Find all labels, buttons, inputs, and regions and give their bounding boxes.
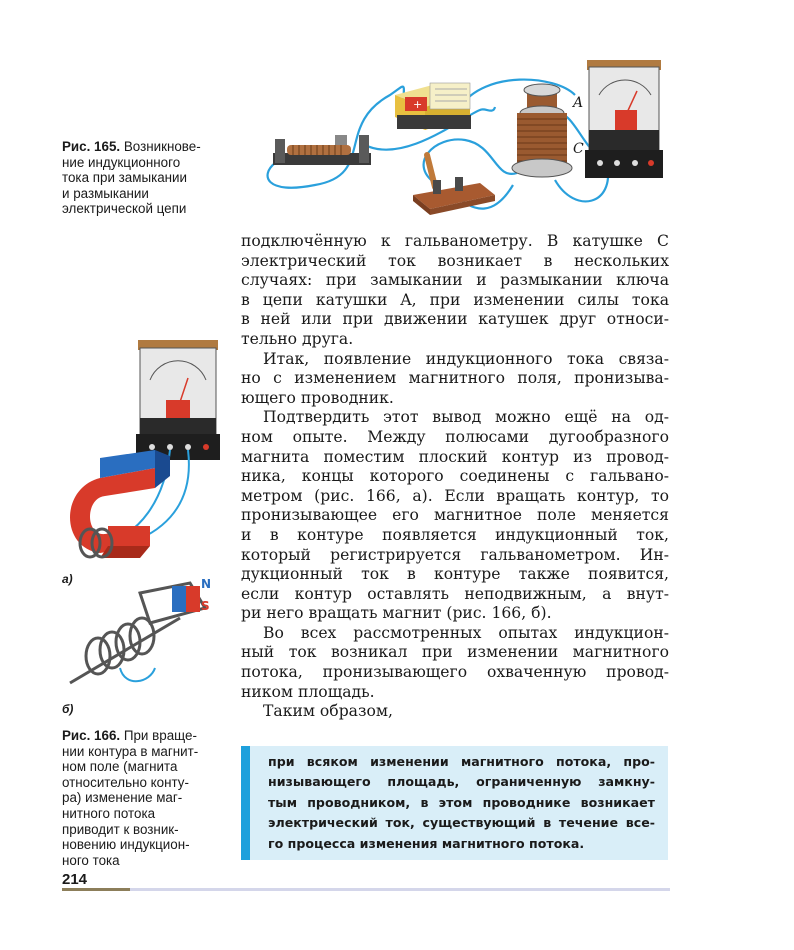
- text-line: ный ток возникал при изменении магнитного: [241, 643, 669, 662]
- text-line: ющего проводник.: [241, 388, 394, 407]
- text-line: ника, концы которого соединены с гальвано-: [241, 467, 669, 486]
- figure-165-caption: [62, 139, 232, 217]
- galvanometer-166: [136, 340, 220, 460]
- text-line: электрический ток возникает в нескольких: [241, 251, 669, 270]
- paragraph-5: [241, 702, 669, 722]
- key-statement-callout: [241, 746, 668, 860]
- battery: [395, 83, 471, 130]
- callout-line: при всяком изменении магнитного потока, про-: [268, 754, 655, 769]
- knife-switch: [413, 155, 495, 215]
- caption-line: приводит к возник-: [62, 821, 179, 837]
- paragraph-2: [241, 350, 669, 409]
- text-line: в цепи катушки A, при изменении силы тока: [241, 290, 669, 309]
- figure-166-caption: [62, 728, 232, 868]
- footer-rule-light: [130, 888, 670, 891]
- figure-165-number: Рис. 165.: [62, 139, 121, 154]
- figure-166-label-a: а): [62, 572, 73, 586]
- text-line: пронизывающее его магнитное поле меняется: [241, 506, 669, 525]
- text-line: тельно друга.: [241, 329, 354, 348]
- text-line: который регистрируется гальванометром. Ин-: [241, 545, 669, 564]
- callout-text: [268, 752, 655, 854]
- caption-line: и размыкании: [62, 185, 149, 201]
- text-line: подключённую к гальванометру. В катушке C: [241, 232, 669, 250]
- callout-line: го процесса изменения магнитного потока.: [268, 835, 585, 851]
- text-line: Подтвердить этот вывод можно ещё на од-: [263, 408, 669, 427]
- loop-setup-b: [70, 577, 211, 683]
- figure-166-number: Рис. 166.: [62, 728, 121, 743]
- caption-line: нитного потока: [62, 805, 156, 821]
- paragraph-4: [241, 624, 669, 702]
- caption-line: нии контура в магнит-: [62, 743, 199, 759]
- figure-165-illustration: [255, 55, 675, 220]
- callout-line: электрический ток, существующий в течение все-: [268, 815, 655, 831]
- paragraph-3: [241, 408, 669, 624]
- body-text: [241, 232, 669, 722]
- text-line: ри него вращать магнит (рис. 166, б).: [241, 604, 552, 623]
- pole-s-label: S: [201, 599, 210, 613]
- text-line: ном опыте. Между полюсами дугообразного: [241, 427, 669, 446]
- text-line: случаях: при замыкании и размыкании ключа: [241, 271, 669, 290]
- caption-line: ние индукционного: [62, 154, 181, 170]
- text-line: Во всех рассмотренных опытах индукцион-: [263, 623, 669, 642]
- coil-label-a: A: [573, 95, 584, 111]
- text-line: ником площадь.: [241, 682, 375, 701]
- text-line: магнита поместим плоский контур из провод-: [241, 447, 669, 466]
- page-number: 214: [62, 871, 88, 888]
- text-line: метром (рис. 166, а). Если вращать контур, то: [241, 486, 669, 505]
- callout-line: низывающего площадь, ограниченную замкну-: [268, 774, 655, 790]
- caption-line: тока при замыкании: [62, 170, 188, 186]
- text-line: и в контуре появляется индукционный ток,: [241, 525, 669, 544]
- caption-line: ного тока: [62, 852, 120, 868]
- callout-line: тым проводником, в этом проводнике возникает: [268, 794, 655, 810]
- caption-line: Возникнове-: [123, 139, 201, 154]
- footer-rule-dark: [62, 888, 130, 891]
- caption-line: При враще-: [123, 728, 197, 743]
- text-line: Таким образом,: [263, 702, 393, 721]
- figure-166-illustration: [60, 338, 230, 700]
- paragraph-1: [241, 232, 669, 350]
- text-line: но с изменением магнитного поля, пронизыва-: [241, 369, 669, 388]
- galvanometer-165: [585, 60, 663, 178]
- caption-line: относительно конту-: [62, 774, 189, 790]
- text-line: Итак, появление индукционного тока связа-: [263, 349, 669, 368]
- induction-coil: [512, 84, 584, 177]
- coil-label-c: C: [573, 141, 584, 157]
- caption-line: ном поле (магнита: [62, 759, 178, 775]
- pole-n-label: N: [201, 577, 212, 591]
- text-line: если контур оставлять неподвижным, а внут-: [241, 584, 669, 603]
- caption-line: электрической цепи: [62, 201, 187, 217]
- caption-line: ра) изменение маг-: [62, 790, 183, 806]
- figure-166-label-b: б): [62, 702, 74, 716]
- text-line: в ней или при движении катушек друг относи-: [241, 310, 669, 329]
- text-line: дукционный ток в контуре также появится,: [241, 565, 669, 584]
- svg-text:+: +: [413, 98, 423, 111]
- text-line: потока, пронизывающего охваченную провод-: [241, 663, 669, 682]
- caption-line: новению индукцион-: [62, 837, 190, 853]
- horseshoe-magnet: [70, 450, 170, 558]
- callout-accent-bar: [241, 746, 250, 860]
